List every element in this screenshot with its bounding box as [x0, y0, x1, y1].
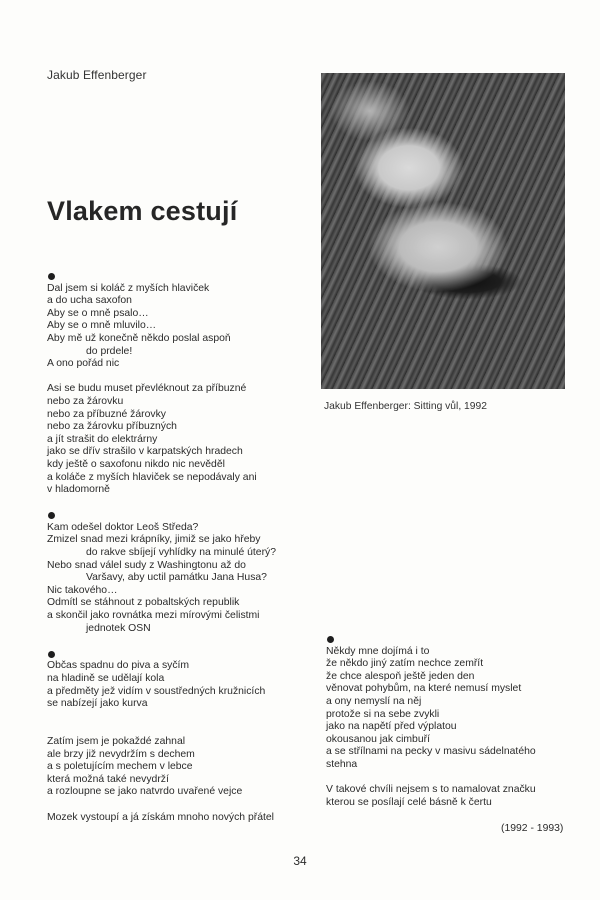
poem-line: a jít strašit do elektrárny: [47, 433, 158, 445]
poem-line: Asi se budu muset převléknout za příbuzné: [47, 383, 247, 395]
poem-line: a rozloupne se jako natvrdo uvařené vejce: [47, 786, 243, 798]
stanza-bullet-icon: [327, 636, 334, 643]
stanza-gap: [47, 799, 276, 812]
stanza-gap: [47, 497, 276, 510]
poem-line: Dal jsem si koláč z myších hlaviček: [47, 282, 210, 294]
stanza-gap: [326, 772, 536, 785]
poem-line: že chce alespoň ještě jeden den: [326, 670, 475, 682]
poem-line: protože si na sebe zvykli: [326, 708, 440, 720]
poem-line: stehna: [326, 758, 358, 770]
poem-line: a do ucha saxofon: [47, 295, 132, 307]
poem-line: a se střílnami na pecky v masivu sádelnatého: [326, 746, 536, 758]
poem-line: se nabízejí jako kurva: [47, 698, 148, 710]
poem-line: Kam odešel doktor Leoš Středa?: [47, 521, 199, 533]
poem-line: jednotek OSN: [86, 622, 151, 634]
poem-line: Nebo snad válel sudy z Washingtonu až do: [47, 559, 246, 571]
poem-line: Zatím jsem je pokaždé zahnal: [47, 735, 186, 747]
poem-line: Nic takového…: [47, 584, 118, 596]
poem-dates: (1992 - 1993): [501, 823, 564, 834]
stanza-bullet-icon: [48, 512, 55, 519]
poem-line: A ono pořád nic: [47, 358, 120, 370]
poem-line: nebo za žárovku příbuzných: [47, 421, 177, 433]
poem-left-column: [47, 270, 276, 824]
poem-line: jako na napětí před výplatou: [326, 721, 457, 733]
poem-line: nebo za příbuzné žárovky: [47, 408, 166, 420]
poem-line: Aby mě už konečně někdo poslal aspoň: [47, 332, 231, 344]
stanza-gap: [47, 711, 276, 724]
author-name: Jakub Effenberger: [47, 68, 147, 82]
poem-line: Odmítl se stáhnout z pobaltských republik: [47, 597, 240, 609]
poem-line: v hladomorně: [47, 484, 110, 496]
stanza-bullet-icon: [48, 651, 55, 658]
poem-line: kdy ještě o saxofonu nikdo nic nevěděl: [47, 458, 225, 470]
stanza-gap: [47, 723, 276, 736]
poem-line: kterou se posílají celé básně k čertu: [326, 796, 492, 808]
poem-line: a předměty jež vidím v soustředných kružnicích: [47, 685, 266, 697]
poem-line: která možná také nevydrží: [47, 773, 169, 785]
poem-line: okousanou jak cimbuří: [326, 733, 430, 745]
poem-line: do rakve sbíjejí vyhlídky na minulé úterý?: [86, 547, 277, 559]
poem-line: Aby se o mně psalo…: [47, 307, 149, 319]
poem-line: na hladině se udělají kola: [47, 673, 165, 684]
page-number: 34: [293, 854, 307, 868]
poem-line: Někdy mne dojímá i to: [326, 645, 430, 657]
poem-title: Vlakem cestují: [47, 196, 238, 226]
poem-line: Občas spadnu do piva a syčím: [47, 660, 190, 672]
stanza-gap: [47, 635, 276, 648]
poem-line: do prdele!: [86, 345, 133, 357]
poem-line: nebo za žárovku: [47, 395, 124, 407]
stanza-gap: [47, 371, 276, 384]
stanza-bullet-icon: [48, 273, 55, 280]
poem-line: věnovat pohybům, na které nemusí myslet: [326, 683, 522, 695]
photograph: [321, 73, 565, 389]
poem-line: V takové chvíli nejsem s to namalovat značku: [326, 784, 536, 796]
poem-line: jako se dřív strašilo v karpatských hradech: [47, 446, 243, 458]
photo-caption: Jakub Effenberger: Sitting vůl, 1992: [324, 401, 487, 412]
poem-line: Mozek vystoupí a já získám mnoho nových přátel: [47, 811, 274, 823]
poem-line: a s poletujícím mechem v lebce: [47, 761, 193, 773]
poem-line: a koláče z myších hlaviček se nepodávaly ani: [47, 471, 257, 483]
poem-line: Aby se o mně mluvilo…: [47, 320, 157, 332]
poem-line: Varšavy, aby uctil památku Jana Husa?: [86, 572, 267, 584]
poem-right-column: [326, 633, 536, 809]
poem-line: Zmizel snad mezi krápníky, jimiž se jako hřeby: [47, 534, 261, 546]
poem-line: a ony nemyslí na něj: [326, 695, 422, 707]
poem-line: a skončil jako rovnátka mezi mírovými čelistmi: [47, 610, 260, 622]
poem-line: že někdo jiný zatím nechce zemřít: [326, 658, 484, 670]
poem-line: ale brzy již nevydržím s dechem: [47, 748, 195, 760]
